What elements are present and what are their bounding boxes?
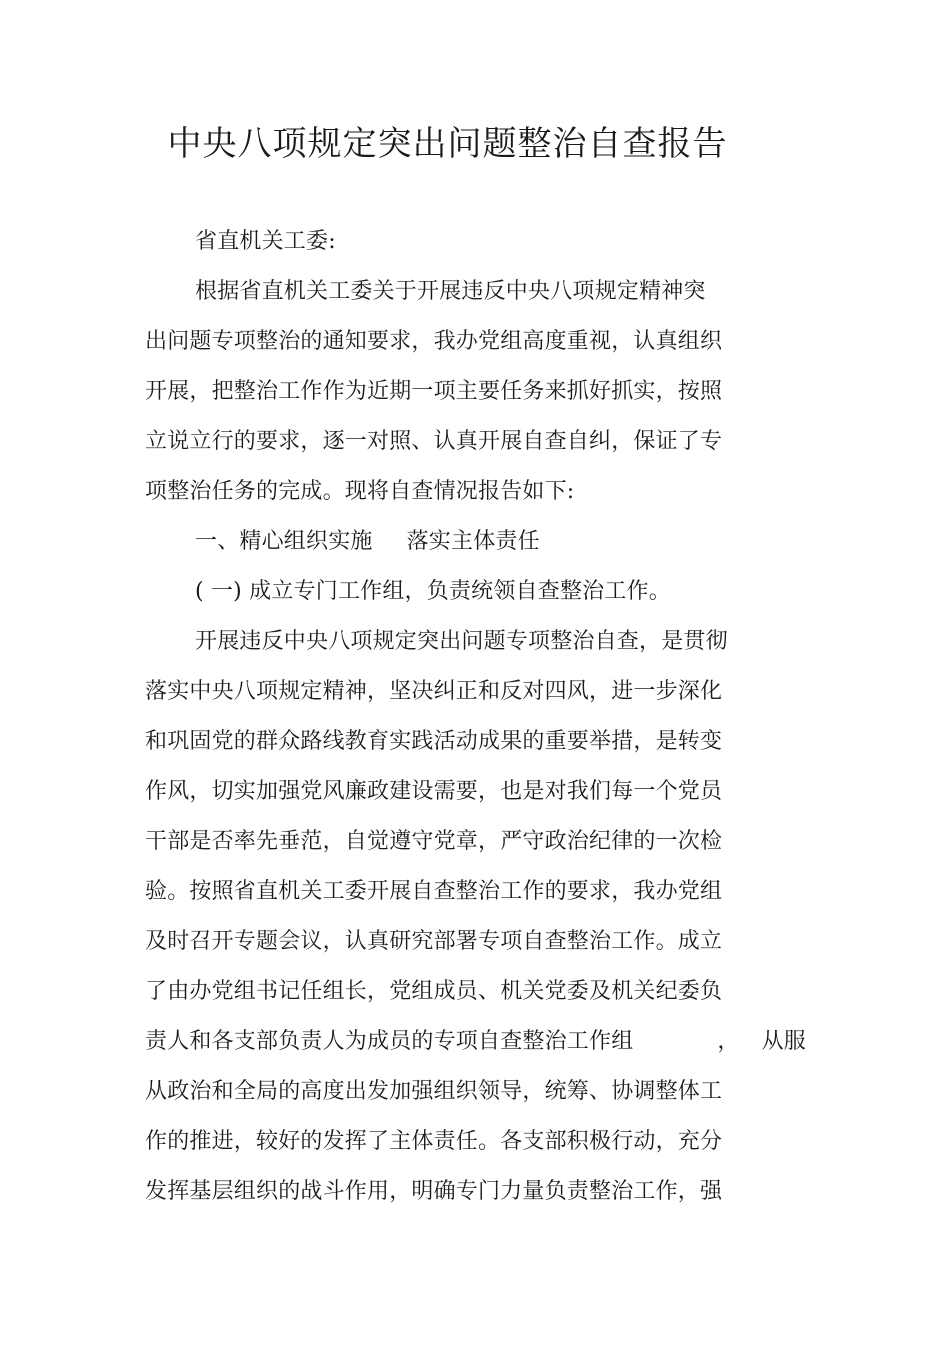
- body-line: 和巩固党的群众路线教育实践活动成果的重要举措，是转变: [145, 729, 723, 754]
- paragraph-line: 根据省直机关工委关于开展违反中央八项规定精神突: [195, 279, 706, 304]
- section-heading-number-part: 一、精心组织实施: [195, 529, 373, 554]
- body-line: 及时召开专题会议，认真研究部署专项自查整治工作。成立: [145, 929, 723, 954]
- document-title: 中央八项规定突出问题整治自查报告: [167, 124, 728, 164]
- body-line: 了由办党组书记任组长，党组成员、机关党委及机关纪委负: [145, 979, 723, 1004]
- body-line: 作的推进，较好的发挥了主体责任。各支部积极行动，充分: [145, 1129, 723, 1154]
- body-line-with-gap: [145, 1027, 806, 1057]
- body-line: 作风，切实加强党风廉政建设需要，也是对我们每一个党员: [145, 779, 723, 804]
- paragraph-line: 项整治任务的完成。现将自查情况报告如下:: [145, 479, 575, 504]
- paragraph-line: 开展，把整治工作作为近期一项主要任务来抓好抓实，按照: [145, 379, 723, 404]
- subsection-heading: ( 一) 成立专门工作组，负责统领自查整治工作。: [195, 579, 671, 604]
- body-line-comma: ，: [717, 1029, 740, 1054]
- paragraph-line: 出问题专项整治的通知要求，我办党组高度重视，认真组织: [145, 329, 723, 354]
- body-line: 发挥基层组织的战斗作用，明确专门力量负责整治工作，强: [145, 1179, 723, 1204]
- body-line: 开展违反中央八项规定突出问题专项整治自查，是贯彻: [195, 629, 728, 654]
- section-heading-title-part: 落实主体责任: [406, 529, 540, 554]
- body-line-part: 责人和各支部负责人为成员的专项自查整治工作组: [145, 1029, 634, 1054]
- body-line: 落实中央八项规定精神，坚决纠正和反对四风，进一步深化: [145, 679, 723, 704]
- paragraph-line: 立说立行的要求，逐一对照、认真开展自查自纠，保证了专: [145, 429, 723, 454]
- body-line: 干部是否率先垂范，自觉遵守党章，严守政治纪律的一次检: [145, 829, 723, 854]
- salutation: 省直机关工委:: [195, 229, 336, 254]
- body-line: 从政治和全局的高度出发加强组织领导，统筹、协调整体工: [145, 1079, 723, 1104]
- body-line: 验。按照省直机关工委开展自查整治工作的要求，我办党组: [145, 879, 723, 904]
- section-heading: [195, 527, 540, 557]
- body-line-part: 从服: [761, 1029, 807, 1054]
